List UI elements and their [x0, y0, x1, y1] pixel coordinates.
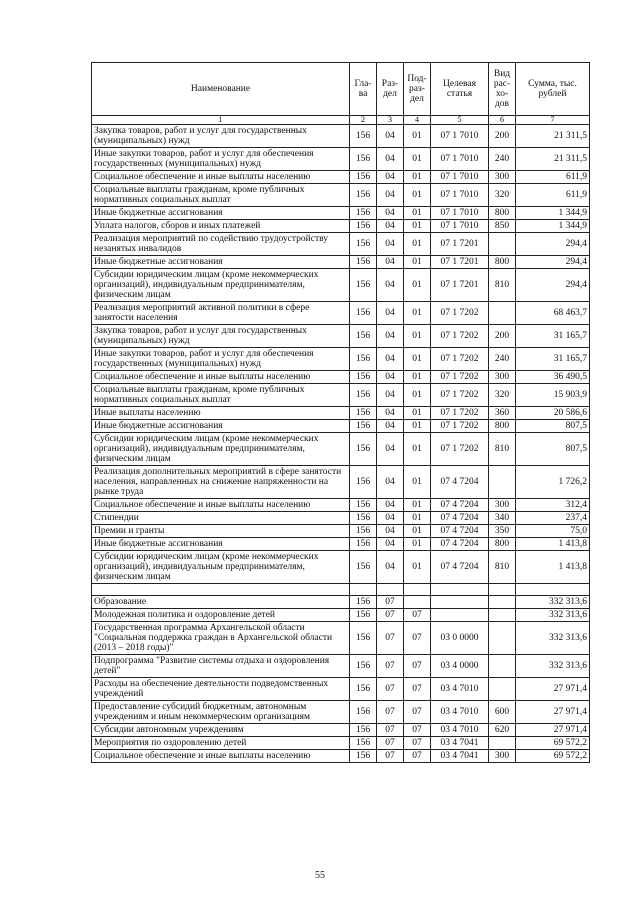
cell-podrazdel: 01: [404, 148, 431, 171]
cell-sum: 36 490,5: [516, 371, 590, 384]
cell-razdel: 07: [377, 609, 404, 622]
cell-name: Иные бюджетные ассигнования: [92, 256, 350, 269]
cell-glava: 156: [350, 750, 377, 763]
cell-podrazdel: 01: [404, 220, 431, 233]
cell-razdel: 04: [377, 499, 404, 512]
cell-vid: [489, 609, 516, 622]
cell-name: Подпрограмма "Развитие системы отдыха и оздоровления детей": [92, 655, 350, 678]
cell-target: 07 4 7204: [431, 499, 489, 512]
cell-target: 03 4 7041: [431, 750, 489, 763]
cell-podrazdel: 01: [404, 499, 431, 512]
cell-name: Молодежная политика и оздоровление детей: [92, 609, 350, 622]
cell-glava: 156: [350, 525, 377, 538]
document-page: [91, 62, 589, 763]
cell-podrazdel: 01: [404, 207, 431, 220]
cell-sum: [516, 584, 590, 596]
cell-target: 07 1 7202: [431, 420, 489, 433]
cell-target: 07 4 7204: [431, 538, 489, 551]
cell-razdel: 07: [377, 622, 404, 655]
table-row: [92, 184, 590, 207]
cell-glava: 156: [350, 184, 377, 207]
cell-target: [431, 584, 489, 596]
cell-vid: 850: [489, 220, 516, 233]
header-vid: Вид рас-хо-дов: [489, 63, 516, 116]
cell-target: [431, 596, 489, 609]
cell-glava: 156: [350, 348, 377, 371]
cell-podrazdel: 01: [404, 525, 431, 538]
cell-name: Мероприятия по оздоровлению детей: [92, 737, 350, 750]
table-row: [92, 148, 590, 171]
cell-name: Иные бюджетные ассигнования: [92, 420, 350, 433]
table-row: [92, 499, 590, 512]
cell-vid: 800: [489, 207, 516, 220]
cell-podrazdel: 01: [404, 269, 431, 302]
cell-podrazdel: 07: [404, 701, 431, 724]
cell-podrazdel: 01: [404, 171, 431, 184]
column-number: 1: [92, 116, 350, 125]
cell-vid: 800: [489, 538, 516, 551]
cell-sum: 1 413,8: [516, 551, 590, 584]
cell-sum: 27 971,4: [516, 678, 590, 701]
cell-sum: 332 313,6: [516, 596, 590, 609]
cell-sum: 68 463,7: [516, 302, 590, 325]
cell-name: Иные закупки товаров, работ и услуг для обеспечения государственных (муниципальных) нужд: [92, 148, 350, 171]
cell-sum: 294,4: [516, 256, 590, 269]
cell-vid: [489, 622, 516, 655]
cell-razdel: 04: [377, 525, 404, 538]
cell-podrazdel: 01: [404, 302, 431, 325]
cell-sum: 611,9: [516, 171, 590, 184]
cell-podrazdel: 01: [404, 538, 431, 551]
table-row: [92, 420, 590, 433]
cell-vid: [489, 596, 516, 609]
cell-podrazdel: 07: [404, 655, 431, 678]
cell-vid: 200: [489, 125, 516, 148]
cell-razdel: 04: [377, 325, 404, 348]
table-row: [92, 269, 590, 302]
table-row: [92, 171, 590, 184]
cell-glava: 156: [350, 302, 377, 325]
cell-sum: 75,0: [516, 525, 590, 538]
cell-name: Субсидии автономным учреждениям: [92, 724, 350, 737]
cell-vid: [489, 584, 516, 596]
cell-sum: 1 344,9: [516, 207, 590, 220]
cell-podrazdel: 01: [404, 233, 431, 256]
cell-razdel: 04: [377, 371, 404, 384]
cell-razdel: 04: [377, 538, 404, 551]
cell-name: Реализация мероприятий по содействию трудоустройству незанятых инвалидов: [92, 233, 350, 256]
cell-razdel: 04: [377, 420, 404, 433]
cell-target: 07 1 7010: [431, 171, 489, 184]
cell-name: Иные закупки товаров, работ и услуг для обеспечения государственных (муниципальных) нужд: [92, 348, 350, 371]
cell-glava: 156: [350, 724, 377, 737]
cell-target: 07 1 7010: [431, 207, 489, 220]
cell-podrazdel: 01: [404, 256, 431, 269]
cell-podrazdel: 07: [404, 750, 431, 763]
header-podrazdel: Под-раз-дел: [404, 63, 431, 116]
table-row: [92, 609, 590, 622]
cell-name: Иные выплаты населению: [92, 407, 350, 420]
table-row: [92, 525, 590, 538]
cell-sum: 69 572,2: [516, 737, 590, 750]
table-row: [92, 302, 590, 325]
cell-sum: 20 586,6: [516, 407, 590, 420]
cell-target: 07 1 7201: [431, 233, 489, 256]
cell-name: Субсидии юридическим лицам (кроме некоммерческих организаций), индивидуальным предпринимателям, физическим лицам: [92, 551, 350, 584]
column-number-row: [92, 116, 590, 125]
table-row: [92, 724, 590, 737]
cell-vid: 360: [489, 407, 516, 420]
cell-name: Социальные выплаты гражданам, кроме публичных нормативных социальных выплат: [92, 184, 350, 207]
cell-name: Реализация дополнительных мероприятий в сфере занятости населения, направленных на снижение напряженности на рынке труда: [92, 466, 350, 499]
column-number: 2: [350, 116, 377, 125]
cell-razdel: 04: [377, 512, 404, 525]
cell-target: 07 4 7204: [431, 525, 489, 538]
cell-podrazdel: [404, 596, 431, 609]
table-row: [92, 750, 590, 763]
cell-podrazdel: 01: [404, 466, 431, 499]
cell-vid: 300: [489, 371, 516, 384]
cell-name: Реализация мероприятий активной политики в сфере занятости населения: [92, 302, 350, 325]
cell-sum: 27 971,4: [516, 724, 590, 737]
cell-sum: 294,4: [516, 269, 590, 302]
cell-sum: 332 313,6: [516, 609, 590, 622]
cell-sum: 27 971,4: [516, 701, 590, 724]
cell-vid: [489, 737, 516, 750]
cell-razdel: 04: [377, 433, 404, 466]
cell-glava: 156: [350, 384, 377, 407]
cell-target: 07 4 7204: [431, 466, 489, 499]
cell-vid: 600: [489, 701, 516, 724]
cell-vid: 810: [489, 269, 516, 302]
cell-glava: 156: [350, 551, 377, 584]
cell-razdel: 04: [377, 348, 404, 371]
cell-target: 07 4 7204: [431, 512, 489, 525]
cell-sum: 1 413,8: [516, 538, 590, 551]
cell-razdel: 04: [377, 384, 404, 407]
cell-name: Иные бюджетные ассигнования: [92, 538, 350, 551]
cell-target: 07 4 7204: [431, 551, 489, 584]
cell-target: 07 1 7201: [431, 269, 489, 302]
cell-podrazdel: 01: [404, 433, 431, 466]
table-row: [92, 512, 590, 525]
cell-target: 07 1 7202: [431, 407, 489, 420]
cell-glava: 156: [350, 220, 377, 233]
cell-target: 07 1 7202: [431, 433, 489, 466]
cell-vid: 340: [489, 512, 516, 525]
table-row: [92, 622, 590, 655]
cell-razdel: 04: [377, 148, 404, 171]
cell-target: 07 1 7010: [431, 184, 489, 207]
cell-vid: [489, 655, 516, 678]
cell-target: 03 4 7010: [431, 724, 489, 737]
cell-name: Закупка товаров, работ и услуг для государственных (муниципальных) нужд: [92, 125, 350, 148]
cell-vid: 240: [489, 348, 516, 371]
cell-vid: 300: [489, 750, 516, 763]
cell-target: 03 0 0000: [431, 622, 489, 655]
cell-razdel: 07: [377, 655, 404, 678]
cell-glava: 156: [350, 678, 377, 701]
table-row: [92, 596, 590, 609]
cell-sum: 69 572,2: [516, 750, 590, 763]
cell-name: Стипендии: [92, 512, 350, 525]
cell-podrazdel: 01: [404, 125, 431, 148]
cell-glava: 156: [350, 233, 377, 256]
cell-podrazdel: [404, 584, 431, 596]
cell-name: Государственная программа Архангельской области "Социальная поддержка граждан в Архангельской области (2013 – 2018 годы)": [92, 622, 350, 655]
cell-name: Иные бюджетные ассигнования: [92, 207, 350, 220]
cell-razdel: 07: [377, 750, 404, 763]
cell-glava: 156: [350, 148, 377, 171]
cell-vid: 810: [489, 433, 516, 466]
cell-podrazdel: 01: [404, 348, 431, 371]
cell-sum: 807,5: [516, 433, 590, 466]
cell-podrazdel: 07: [404, 622, 431, 655]
table-row: [92, 407, 590, 420]
cell-sum: 807,5: [516, 420, 590, 433]
cell-target: 07 1 7010: [431, 148, 489, 171]
column-number: 7: [516, 116, 590, 125]
cell-podrazdel: 01: [404, 325, 431, 348]
cell-vid: 350: [489, 525, 516, 538]
table-row: [92, 125, 590, 148]
table-row: [92, 325, 590, 348]
table-body: [92, 125, 590, 763]
cell-glava: 156: [350, 512, 377, 525]
table-row: [92, 678, 590, 701]
cell-razdel: 07: [377, 701, 404, 724]
cell-name: Закупка товаров, работ и услуг для государственных (муниципальных) нужд: [92, 325, 350, 348]
cell-razdel: 07: [377, 737, 404, 750]
cell-glava: 156: [350, 609, 377, 622]
cell-name: Образование: [92, 596, 350, 609]
cell-glava: 156: [350, 538, 377, 551]
cell-glava: 156: [350, 407, 377, 420]
cell-podrazdel: 01: [404, 184, 431, 207]
cell-target: 07 1 7202: [431, 384, 489, 407]
cell-name: Субсидии юридическим лицам (кроме некоммерческих организаций), индивидуальным предпринимателям, физическим лицам: [92, 269, 350, 302]
cell-glava: 156: [350, 256, 377, 269]
cell-razdel: 07: [377, 596, 404, 609]
cell-glava: 156: [350, 433, 377, 466]
header-glava: Гла-ва: [350, 63, 377, 116]
cell-razdel: 07: [377, 724, 404, 737]
cell-razdel: 04: [377, 207, 404, 220]
header-name: Наименование: [92, 63, 350, 116]
cell-vid: 320: [489, 184, 516, 207]
cell-razdel: 04: [377, 256, 404, 269]
cell-name: Социальное обеспечение и иные выплаты населению: [92, 499, 350, 512]
cell-sum: 1 344,9: [516, 220, 590, 233]
cell-podrazdel: 01: [404, 420, 431, 433]
cell-glava: 156: [350, 737, 377, 750]
cell-target: [431, 609, 489, 622]
table-row: [92, 584, 590, 596]
cell-name: Предоставление субсидий бюджетным, автономным учреждениям и иным некоммерческим организациям: [92, 701, 350, 724]
cell-vid: [489, 678, 516, 701]
cell-razdel: 04: [377, 407, 404, 420]
cell-name: Социальное обеспечение и иные выплаты населению: [92, 171, 350, 184]
page-number: 55: [315, 870, 325, 881]
cell-glava: 156: [350, 622, 377, 655]
table-row: [92, 466, 590, 499]
cell-sum: 15 903,9: [516, 384, 590, 407]
cell-glava: 156: [350, 701, 377, 724]
cell-razdel: 04: [377, 125, 404, 148]
table-row: [92, 655, 590, 678]
cell-sum: 294,4: [516, 233, 590, 256]
header-target: Целевая статья: [431, 63, 489, 116]
table-row: [92, 233, 590, 256]
cell-sum: 1 726,2: [516, 466, 590, 499]
cell-glava: 156: [350, 499, 377, 512]
cell-target: 07 1 7202: [431, 325, 489, 348]
cell-podrazdel: 01: [404, 407, 431, 420]
cell-name: Уплата налогов, сборов и иных платежей: [92, 220, 350, 233]
cell-vid: 800: [489, 256, 516, 269]
cell-target: 07 1 7010: [431, 125, 489, 148]
cell-podrazdel: 01: [404, 551, 431, 584]
cell-razdel: 07: [377, 678, 404, 701]
cell-vid: 300: [489, 499, 516, 512]
table-row: [92, 433, 590, 466]
header-sum: Сумма, тыс. рублей: [516, 63, 590, 116]
cell-vid: 300: [489, 171, 516, 184]
cell-glava: 156: [350, 207, 377, 220]
cell-razdel: 04: [377, 184, 404, 207]
table-row: [92, 737, 590, 750]
cell-name: Субсидии юридическим лицам (кроме некоммерческих организаций), индивидуальным предпринимателям, физическим лицам: [92, 433, 350, 466]
cell-razdel: 04: [377, 220, 404, 233]
cell-razdel: 04: [377, 233, 404, 256]
cell-glava: 156: [350, 371, 377, 384]
cell-razdel: [377, 584, 404, 596]
cell-vid: 200: [489, 325, 516, 348]
cell-podrazdel: 01: [404, 371, 431, 384]
cell-vid: 240: [489, 148, 516, 171]
cell-glava: 156: [350, 125, 377, 148]
cell-glava: 156: [350, 325, 377, 348]
cell-razdel: 04: [377, 269, 404, 302]
cell-name: Социальные выплаты гражданам, кроме публичных нормативных социальных выплат: [92, 384, 350, 407]
cell-sum: 332 313,6: [516, 655, 590, 678]
cell-target: 07 1 7010: [431, 220, 489, 233]
table-header-row: [92, 63, 590, 116]
cell-sum: 21 311,5: [516, 148, 590, 171]
cell-podrazdel: 07: [404, 737, 431, 750]
cell-podrazdel: 07: [404, 724, 431, 737]
cell-glava: [350, 584, 377, 596]
table-row: [92, 207, 590, 220]
cell-glava: 156: [350, 269, 377, 302]
cell-podrazdel: 07: [404, 609, 431, 622]
table-row: [92, 256, 590, 269]
cell-podrazdel: 01: [404, 512, 431, 525]
header-razdel: Раз-дел: [377, 63, 404, 116]
table-row: [92, 551, 590, 584]
cell-sum: 611,9: [516, 184, 590, 207]
cell-razdel: 04: [377, 302, 404, 325]
cell-podrazdel: 07: [404, 678, 431, 701]
table-row: [92, 701, 590, 724]
cell-glava: 156: [350, 655, 377, 678]
table-row: [92, 348, 590, 371]
cell-sum: 312,4: [516, 499, 590, 512]
cell-razdel: 04: [377, 171, 404, 184]
cell-name: [92, 584, 350, 596]
column-number: 4: [404, 116, 431, 125]
cell-razdel: 04: [377, 551, 404, 584]
cell-vid: 810: [489, 551, 516, 584]
cell-vid: 620: [489, 724, 516, 737]
column-number: 3: [377, 116, 404, 125]
table-row: [92, 220, 590, 233]
cell-vid: [489, 302, 516, 325]
cell-vid: [489, 233, 516, 256]
cell-name: Премии и гранты: [92, 525, 350, 538]
cell-sum: 332 313,6: [516, 622, 590, 655]
cell-sum: 31 165,7: [516, 348, 590, 371]
cell-target: 03 4 7010: [431, 701, 489, 724]
table-row: [92, 538, 590, 551]
column-number: 6: [489, 116, 516, 125]
cell-target: 03 4 7010: [431, 678, 489, 701]
cell-glava: 156: [350, 171, 377, 184]
cell-sum: 31 165,7: [516, 325, 590, 348]
cell-podrazdel: 01: [404, 384, 431, 407]
table-row: [92, 371, 590, 384]
column-number: 5: [431, 116, 489, 125]
cell-glava: 156: [350, 596, 377, 609]
cell-name: Расходы на обеспечение деятельности подведомственных учреждений: [92, 678, 350, 701]
cell-target: 07 1 7202: [431, 302, 489, 325]
cell-target: 03 4 7041: [431, 737, 489, 750]
cell-glava: 156: [350, 466, 377, 499]
cell-name: Социальное обеспечение и иные выплаты населению: [92, 371, 350, 384]
cell-sum: 237,4: [516, 512, 590, 525]
cell-target: 03 4 0000: [431, 655, 489, 678]
cell-target: 07 1 7202: [431, 348, 489, 371]
cell-glava: 156: [350, 420, 377, 433]
cell-vid: [489, 466, 516, 499]
cell-sum: 21 311,5: [516, 125, 590, 148]
cell-name: Социальное обеспечение и иные выплаты населению: [92, 750, 350, 763]
cell-target: 07 1 7201: [431, 256, 489, 269]
cell-vid: 320: [489, 384, 516, 407]
budget-table: [91, 62, 590, 763]
cell-target: 07 1 7202: [431, 371, 489, 384]
table-row: [92, 384, 590, 407]
cell-vid: 800: [489, 420, 516, 433]
cell-razdel: 04: [377, 466, 404, 499]
